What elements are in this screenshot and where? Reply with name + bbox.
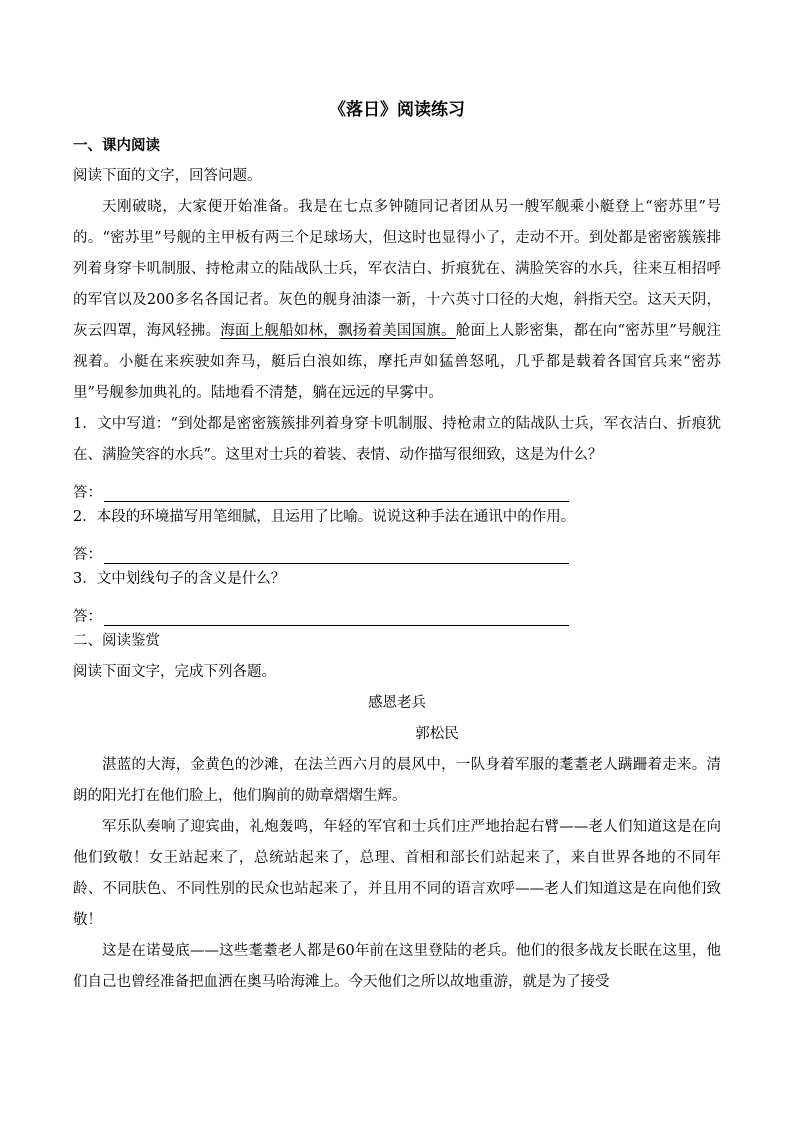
question-1: 1．文中写道：“到处都是密密簇簇排列着身穿卡叽制服、持枪肃立的陆战队士兵，军衣洁白、折痕犹在、满脸笑容的水兵”。这里对士兵的着装、表情、动作描写很细致，这是为什么？ [73, 416, 721, 463]
section2-heading: 二、阅读鉴赏 [73, 633, 160, 649]
answer-label: 答： [73, 547, 102, 563]
passage-text-2: 舱面上人影密集，都在向“密苏里”号舰注视着。小艇在来疾驶如奔马，艇后白浪如练，摩托声如猛兽怒吼，几乎都是载着各国官兵来“密苏里”号舰参加典礼的。陆地看不清楚，躺在远远的早雾中。 [73, 323, 721, 401]
answer-row-1 [73, 471, 721, 502]
section2-instruction: 阅读下面文字，完成下列各题。 [73, 664, 276, 680]
answer-row-2 [73, 533, 721, 564]
page-title: 《落日》阅读练习 [329, 100, 465, 120]
article-paragraph-2: 军乐队奏响了迎宾曲，礼炮轰鸣，年轻的军官和士兵们庄严地抬起右臂——老人们知道这是在向他们致敬！女王站起来了，总统站起来了，总理、首相和部长们站起来了，来自世界各地的不同年龄、不同肤色、不同性别的民众也站起来了，并且用不同的语言欢呼——老人们知道这是在向他们致敬！ [73, 819, 721, 928]
answer-blank-1[interactable] [104, 479, 569, 502]
article-paragraph-3: 这是在诺曼底——这些耄耋老人都是60年前在这里登陆的老兵。他们的很多战友长眠在这里，他们自己也曾经准备把血洒在奥马哈海滩上。今天他们之所以故地重游，就是为了接受 [73, 943, 721, 990]
section1-instruction: 阅读下面的文字，回答问题。 [73, 168, 262, 184]
question-2: 2．本段的环境描写用笔细腻，且运用了比喻。说说这种手法在通讯中的作用。 [73, 509, 576, 525]
passage-text-1: 天刚破晓，大家便开始准备。我是在七点多钟随同记者团从另一艘军舰乘小艇登上“密苏里”号的。“密苏里”号舰的主甲板有两三个足球场大，但这时也显得小了，走动不开。到处都是密密簇簇排列着身穿卡叽制服、持枪肃立的陆战队士兵，军衣洁白、折痕犹在、满脸笑容的水兵，往来互相招呼的军官以及200多名各国记者。灰色的舰身油漆一新，十六英寸口径的大炮，斜指天空。这天天阴，灰云四罩，海风轻拂。 [73, 199, 721, 339]
question-3: 3．文中划线句子的含义是什么？ [73, 571, 286, 587]
answer-label: 答： [73, 485, 102, 501]
article-author: 郭松民 [415, 726, 459, 742]
answer-row-3 [73, 595, 721, 626]
article-paragraph-1: 湛蓝的大海，金黄色的沙滩，在法兰西六月的晨风中，一队身着军服的耄耋老人蹒跚着走来。清朗的阳光打在他们脸上，他们胸前的勋章熠熠生辉。 [73, 757, 721, 804]
passage-paragraph [73, 192, 721, 409]
answer-blank-3[interactable] [104, 603, 569, 626]
article-title: 感恩老兵 [368, 695, 426, 711]
section1-heading: 一、课内阅读 [73, 137, 160, 154]
underlined-sentence: 海面上舰船如林，飘扬着美国国旗。 [220, 323, 456, 339]
answer-blank-2[interactable] [104, 541, 569, 564]
answer-label: 答： [73, 609, 102, 625]
document-page [73, 92, 721, 998]
